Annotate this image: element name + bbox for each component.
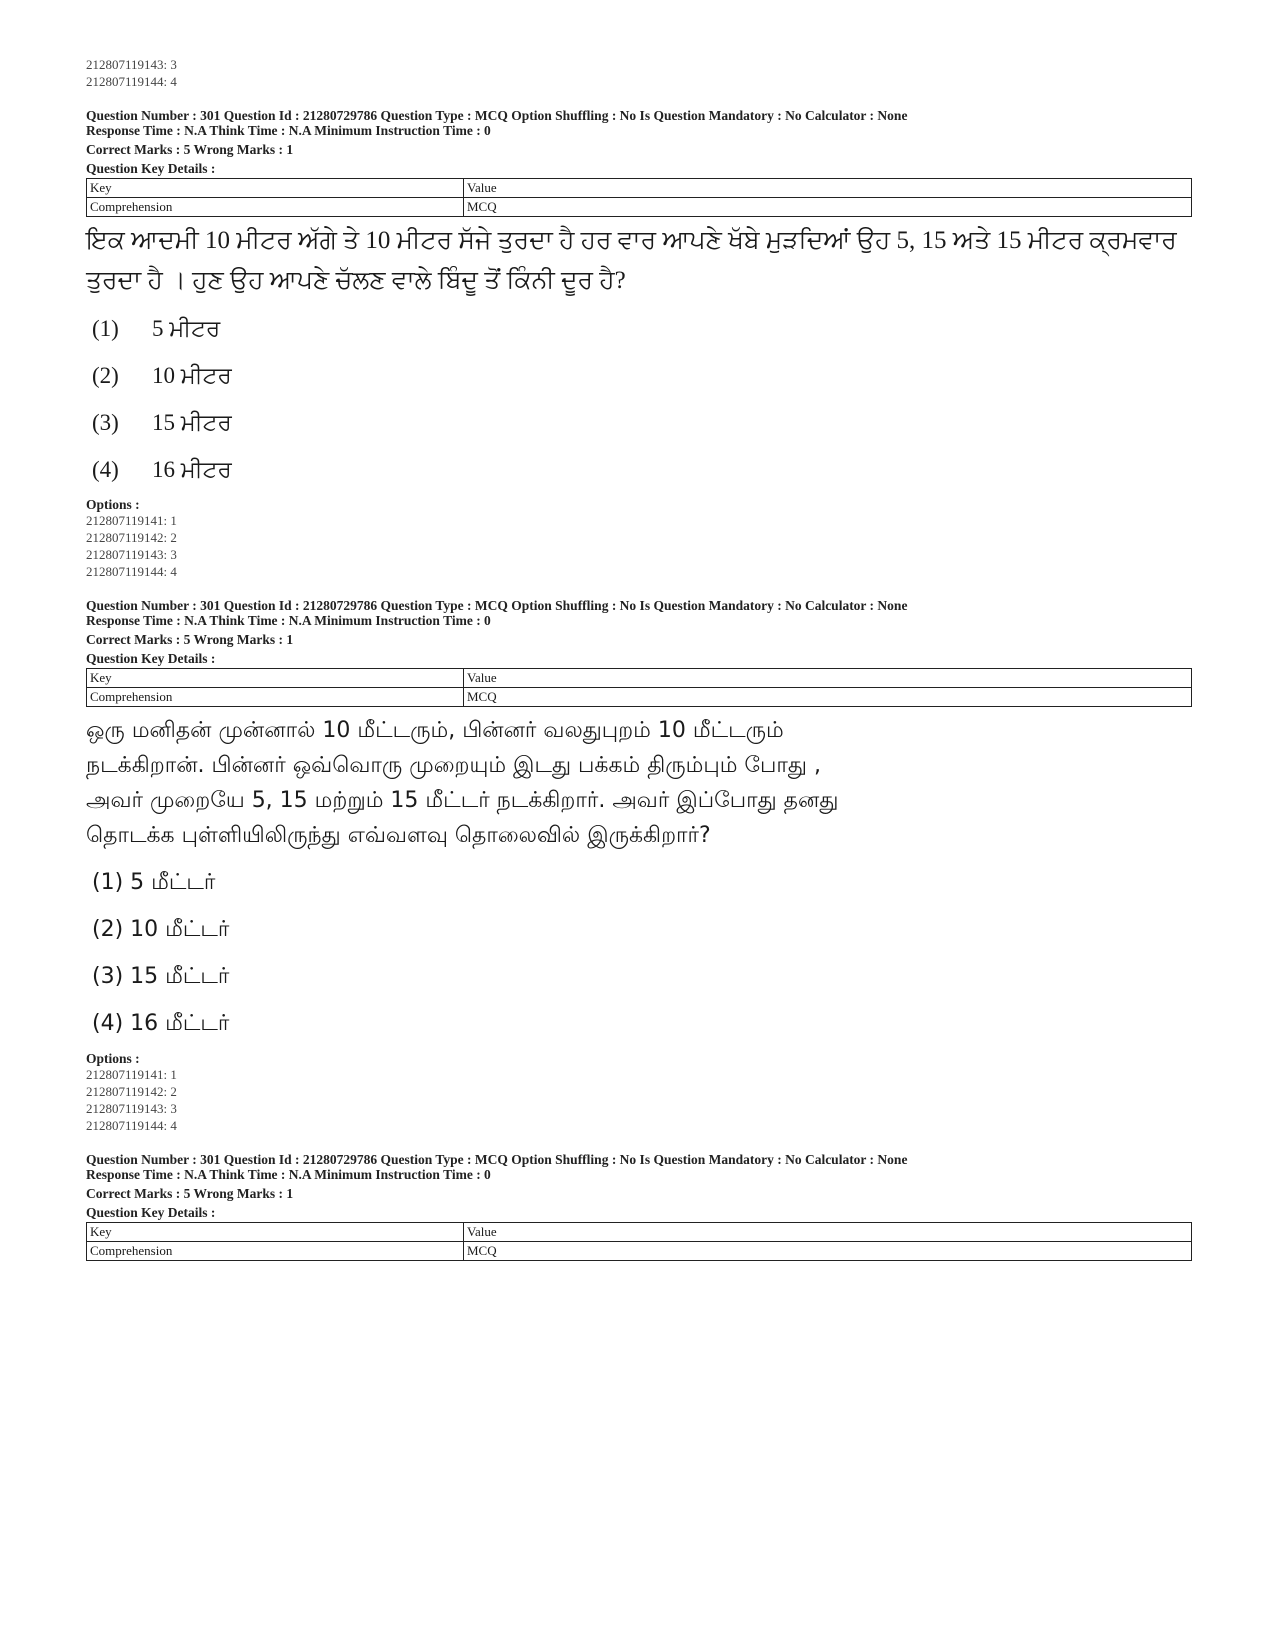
marks-line: Correct Marks : 5 Wrong Marks : 1 [86,1186,294,1201]
meta-line-2: Response Time : N.A Think Time : N.A Minimum Instruction Time : 0 [86,1167,491,1182]
answer-option: (2) 10 மீட்டர் [92,917,230,942]
question-block-punjabi [86,108,1196,580]
table-header-key: Key [87,1223,464,1242]
option-id: 212807119144: 4 [86,74,177,89]
option-id: 212807119141: 1 [86,1067,177,1082]
question-meta [86,108,1196,138]
option-text: 5 ਮੀਟਰ [152,316,221,341]
option-text: 15 ਮੀਟਰ [152,410,232,435]
option-id: 212807119141: 1 [86,513,177,528]
meta-line-1: Question Number : 301 Question Id : 21280729786 Question Type : MCQ Option Shuffling : No Is Question Mandatory : No Calculator : None [86,598,908,613]
answer-option: (4) 16 மீட்டர் [92,1011,230,1036]
option-id: 212807119144: 4 [86,564,177,579]
marks-line: Correct Marks : 5 Wrong Marks : 1 [86,142,294,157]
question-text [86,713,1196,853]
question-line: ஒரு மனிதன் முன்னால் 10 மீட்டரும், பின்னர் வலதுபுறம் 10 மீட்டரும் [86,718,784,743]
table-header-key: Key [87,669,464,688]
question-meta [86,598,1196,628]
table-cell-key: Comprehension [87,198,464,217]
question-line: தொடக்க புள்ளியிலிருந்து எவ்வளவு தொலைவில் இருக்கிறார்? [86,823,711,848]
option-number: (3) [92,410,119,435]
answer-options [86,859,1196,1047]
option-number: (2) [92,363,119,388]
option-id: 212807119142: 2 [86,1084,177,1099]
key-value-table [86,1222,1192,1261]
table-header-value: Value [464,1223,1192,1242]
top-option-ids [86,56,1196,90]
question-meta [86,1152,1196,1182]
answer-option: (1) 5 மீட்டர் [92,870,216,895]
table-header-key: Key [87,179,464,198]
question-block-next [86,1152,1196,1261]
option-id: 212807119142: 2 [86,530,177,545]
option-id: 212807119144: 4 [86,1118,177,1133]
table-cell-value: MCQ [464,198,1192,217]
answer-option [86,399,1196,446]
question-text: ਇਕ ਆਦਮੀ 10 ਮੀਟਰ ਅੱਗੇ ਤੇ 10 ਮੀਟਰ ਸੱਜੇ ਤੁਰਦਾ ਹੈ ਹਰ ਵਾਰ ਆਪਣੇ ਖੱਬੇ ਮੁੜਦਿਆਂ ਉਹ 5, 15 ਅਤੇ 15 ਮੀਟਰ ਕ੍ਰਮਵਾਰ ਤੁਰਦਾ ਹੈ । ਹੁਣ ਉਹ ਆਪਣੇ ਚੱਲਣ ਵਾਲੇ ਬਿੰਦੂ ਤੋਂ ਕਿੰਨੀ ਦੂਰ ਹੈ? [86,227,1177,294]
key-details-label: Question Key Details : [86,1205,216,1220]
question-block-tamil [86,598,1196,1134]
answer-option: (3) 15 மீட்டர் [92,964,230,989]
key-details-label: Question Key Details : [86,651,216,666]
key-value-table [86,178,1192,217]
table-cell-value: MCQ [464,1242,1192,1261]
option-id: 212807119143: 3 [86,547,177,562]
meta-line-1: Question Number : 301 Question Id : 21280729786 Question Type : MCQ Option Shuffling : No Is Question Mandatory : No Calculator : None [86,1152,908,1167]
meta-line-2: Response Time : N.A Think Time : N.A Minimum Instruction Time : 0 [86,613,491,628]
meta-line-1: Question Number : 301 Question Id : 21280729786 Question Type : MCQ Option Shuffling : No Is Question Mandatory : No Calculator : None [86,108,908,123]
table-header-value: Value [464,669,1192,688]
answer-option [86,352,1196,399]
answer-option [86,446,1196,493]
table-cell-key: Comprehension [87,1242,464,1261]
option-id: 212807119143: 3 [86,1101,177,1116]
key-details-label: Question Key Details : [86,161,216,176]
option-number: (1) [92,316,119,341]
option-number: (4) [92,457,119,482]
answer-option [86,305,1196,352]
options-label: Options : [86,497,140,512]
question-line: அவர் முறையே 5, 15 மற்றும் 15 மீட்டர் நடக்கிறார். அவர் இப்போது தனது [86,788,839,813]
question-line: நடக்கிறான். பின்னர் ஒவ்வொரு முறையும் இடது பக்கம் திரும்பும் போது , [86,753,821,778]
options-label: Options : [86,1051,140,1066]
table-cell-value: MCQ [464,688,1192,707]
option-text: 10 ਮੀਟਰ [152,363,232,388]
meta-line-2: Response Time : N.A Think Time : N.A Minimum Instruction Time : 0 [86,123,491,138]
marks-line: Correct Marks : 5 Wrong Marks : 1 [86,632,294,647]
table-cell-key: Comprehension [87,688,464,707]
answer-options [86,305,1196,493]
table-header-value: Value [464,179,1192,198]
option-text: 16 ਮੀਟਰ [152,457,232,482]
document-page [86,56,1196,1261]
key-value-table [86,668,1192,707]
option-id: 212807119143: 3 [86,57,177,72]
